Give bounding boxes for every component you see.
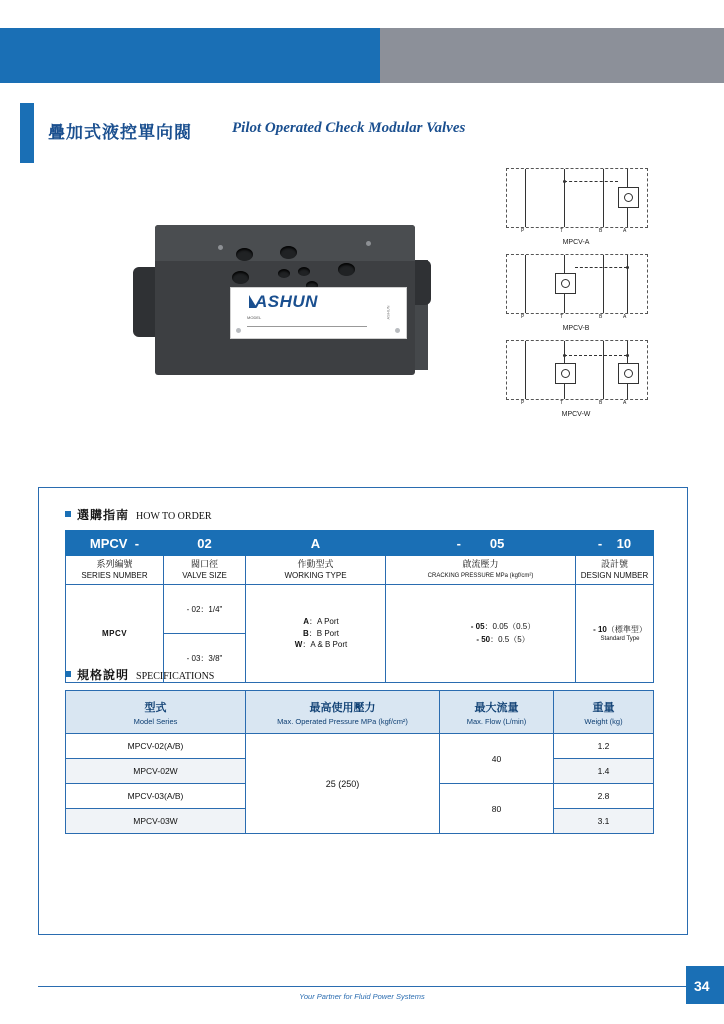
working-type-option: A：A Port xyxy=(303,617,339,627)
check-valve-symbol xyxy=(555,363,576,384)
page-number: 34 xyxy=(694,978,710,994)
spec-flow: 40 xyxy=(440,734,554,784)
valve-port-hole xyxy=(280,246,297,259)
symbol-mpcv-b xyxy=(498,254,658,332)
order-code-size: 02 xyxy=(164,531,246,556)
footer-divider xyxy=(38,986,686,987)
footer-tagline: Your Partner for Fluid Power Systems xyxy=(299,992,425,1001)
spec-col-flow: 最大流量 Max. Flow (L/min) xyxy=(440,691,554,734)
product-photo xyxy=(120,205,450,400)
order-col-type: 作動型式 WORKING TYPE xyxy=(246,556,386,585)
symbol-mpcv-a xyxy=(498,168,658,246)
valve-size-option: - 02：1/4" xyxy=(164,585,245,634)
page-title-en: Pilot Operated Check Modular Valves xyxy=(232,120,466,136)
how-to-order-table xyxy=(65,530,654,683)
spec-weight: 3.1 xyxy=(554,809,654,834)
spec-header-row xyxy=(66,691,654,734)
spec-weight: 2.8 xyxy=(554,784,654,809)
page-banner xyxy=(0,28,724,83)
order-code-type: A xyxy=(246,531,386,556)
plate-model-label: MODEL xyxy=(247,315,262,320)
valve-port-hole xyxy=(278,269,290,278)
order-code-series: MPCV - xyxy=(66,531,164,556)
cracking-pressure-option: - 50：0.5（5） xyxy=(476,634,530,644)
content-panel xyxy=(38,487,688,935)
valve-port-hole xyxy=(338,263,355,276)
section-heading-specifications: 規格說明 SPECIFICATIONS xyxy=(65,666,214,683)
design-number-note: Standard Type xyxy=(600,635,640,642)
spec-weight: 1.4 xyxy=(554,759,654,784)
title-accent-bar xyxy=(20,103,34,163)
banner-blue-block xyxy=(0,28,380,83)
order-code-row xyxy=(66,531,654,556)
spec-pressure: 25 (250) xyxy=(246,734,440,834)
design-number-option: - 10（標準型） xyxy=(593,624,647,634)
valve-port-hole xyxy=(236,248,253,261)
spec-flow: 80 xyxy=(440,784,554,834)
check-valve-symbol xyxy=(618,187,639,208)
order-col-pressure: 啟流壓力 CRACKING PRESSURE MPa (kgf/cm²) xyxy=(386,556,576,585)
order-code-design: - 10 xyxy=(576,531,654,556)
symbol-caption: MPCV-B xyxy=(562,325,590,332)
symbol-mpcv-w xyxy=(498,340,658,418)
spec-col-model: 型式 Model Series xyxy=(66,691,246,734)
order-col-size: 閥口徑 VALVE SIZE xyxy=(164,556,246,585)
valve-port-hole xyxy=(232,271,249,284)
product-name-plate xyxy=(230,287,407,339)
order-series-value: MPCV xyxy=(66,585,164,683)
order-design-values xyxy=(576,585,654,683)
spec-weight: 1.2 xyxy=(554,734,654,759)
symbol-port-labels: P T B A xyxy=(521,228,627,234)
valve-screw xyxy=(218,245,223,250)
hydraulic-symbol-diagrams xyxy=(498,168,658,418)
spec-model: MPCV-03W xyxy=(66,809,246,834)
spec-col-weight: 重量 Weight (kg) xyxy=(554,691,654,734)
symbol-port-labels: P T B A xyxy=(521,314,627,320)
ashun-logo: ASHUN xyxy=(249,292,318,312)
plate-screw xyxy=(236,328,241,333)
symbol-frame xyxy=(506,340,648,400)
order-code-pressure: - 05 xyxy=(386,531,576,556)
plate-side-text: ASHUN xyxy=(385,305,391,320)
symbol-caption: MPCV-W xyxy=(561,411,591,418)
section-heading-how-to-order: 選購指南 HOW TO ORDER xyxy=(65,506,212,523)
plate-write-line xyxy=(247,326,367,327)
valve-screw xyxy=(366,241,371,246)
valve-port-hole xyxy=(298,267,310,276)
symbol-frame xyxy=(506,168,648,228)
check-valve-symbol xyxy=(555,273,576,294)
symbol-frame xyxy=(506,254,648,314)
symbol-caption: MPCV-A xyxy=(562,239,590,246)
working-type-option: W：A & B Port xyxy=(294,640,348,650)
spec-col-pressure: 最高使用壓力 Max. Operated Pressure MPa (kgf/cm²) xyxy=(246,691,440,734)
table-row xyxy=(66,734,654,759)
symbol-port-labels: P T B A xyxy=(521,400,627,406)
order-col-design: 設計號 DESIGN NUMBER xyxy=(576,556,654,585)
plate-screw xyxy=(395,328,400,333)
working-type-option: B：B Port xyxy=(302,628,339,638)
order-col-series: 系列編號 SERIES NUMBER xyxy=(66,556,164,585)
page-title-cn: 疊加式液控單向閥 xyxy=(48,123,192,142)
bullet-square-icon xyxy=(65,511,71,517)
order-type-values xyxy=(246,585,386,683)
check-valve-symbol xyxy=(618,363,639,384)
banner-gray-slope xyxy=(380,28,442,83)
spec-model: MPCV-03(A/B) xyxy=(66,784,246,809)
spec-model: MPCV-02(A/B) xyxy=(66,734,246,759)
spec-model: MPCV-02W xyxy=(66,759,246,784)
order-column-headers xyxy=(66,556,654,585)
valve-size-option: - 03：3/8" xyxy=(186,653,223,663)
cracking-pressure-option: - 05：0.05（0.5） xyxy=(470,621,536,631)
specifications-table xyxy=(65,690,654,834)
order-pressure-values xyxy=(386,585,576,683)
bullet-square-icon xyxy=(65,671,71,677)
